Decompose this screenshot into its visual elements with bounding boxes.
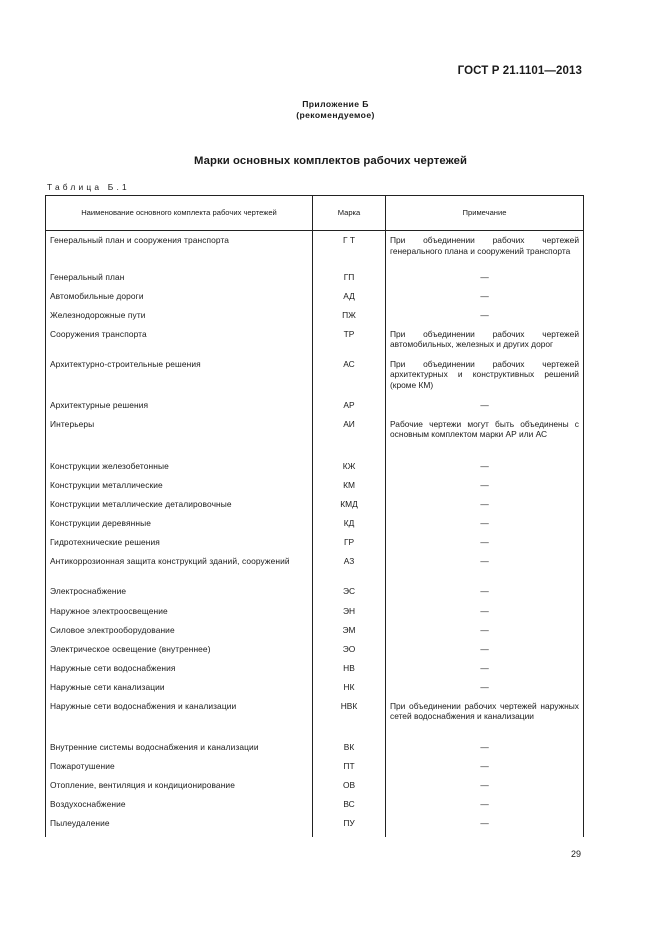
cell-note: — <box>386 799 584 818</box>
marks-table <box>45 195 584 837</box>
cell-note: — <box>386 606 584 625</box>
cell-mark: АИ <box>313 419 386 461</box>
column-header-mark: Марка <box>313 196 386 231</box>
table-row <box>46 419 584 461</box>
cell-name: Электроснабжение <box>46 586 313 606</box>
cell-name: Внутренние системы водоснабжения и канализации <box>46 742 313 761</box>
cell-note: — <box>386 499 584 518</box>
cell-note: При объединении рабочих чертежей наружных сетей водоснабжения и канализации <box>386 701 584 742</box>
cell-name: Интерьеры <box>46 419 313 461</box>
appendix-heading <box>0 99 661 121</box>
cell-name: Силовое электрооборудование <box>46 625 313 644</box>
appendix-title: Приложение Б <box>302 99 369 109</box>
table-row <box>46 518 584 537</box>
table-row <box>46 606 584 625</box>
table-row <box>46 272 584 291</box>
cell-name: Архитектурные решения <box>46 400 313 419</box>
column-header-note: Примечание <box>386 196 584 231</box>
cell-mark: ЭМ <box>313 625 386 644</box>
cell-mark: НВК <box>313 701 386 742</box>
table-row <box>46 291 584 310</box>
table-label: Таблица Б.1 <box>47 182 130 192</box>
cell-name: Антикоррозионная защита конструкций зданий, сооружений <box>46 556 313 586</box>
table-row <box>46 461 584 480</box>
cell-note: — <box>386 400 584 419</box>
cell-mark: ЭО <box>313 644 386 663</box>
page-title: Марки основных комплектов рабочих чертежей <box>193 155 468 167</box>
table-row <box>46 625 584 644</box>
cell-note: — <box>386 272 584 291</box>
table-row <box>46 682 584 701</box>
table-row <box>46 818 584 837</box>
standard-designation: ГОСТ Р 21.1101—2013 <box>457 65 582 77</box>
cell-note: — <box>386 556 584 586</box>
table-row <box>46 644 584 663</box>
cell-note: — <box>386 761 584 780</box>
table-row <box>46 400 584 419</box>
table-row <box>46 537 584 556</box>
cell-name: Конструкции металлические деталировочные <box>46 499 313 518</box>
cell-mark: ПЖ <box>313 310 386 329</box>
cell-name: Наружное электроосвещение <box>46 606 313 625</box>
cell-mark: КД <box>313 518 386 537</box>
cell-note: — <box>386 625 584 644</box>
table-row <box>46 742 584 761</box>
table-row <box>46 556 584 586</box>
cell-note: — <box>386 682 584 701</box>
table-row <box>46 780 584 799</box>
cell-name: Наружные сети канализации <box>46 682 313 701</box>
cell-name: Пылеудаление <box>46 818 313 837</box>
cell-note: — <box>386 518 584 537</box>
table-row <box>46 359 584 400</box>
cell-note: При объединении рабочих чертежей архитектурных и конструктивных решений (кроме КМ) <box>386 359 584 400</box>
cell-name: Конструкции деревянные <box>46 518 313 537</box>
cell-note: — <box>386 480 584 499</box>
cell-note: — <box>386 537 584 556</box>
cell-mark: ЭН <box>313 606 386 625</box>
cell-note: — <box>386 586 584 606</box>
table-row <box>46 663 584 682</box>
cell-mark: КМД <box>313 499 386 518</box>
appendix-status: (рекомендуемое) <box>296 110 375 120</box>
page-number: 29 <box>570 849 581 859</box>
cell-note: — <box>386 644 584 663</box>
column-header-name: Наименование основного комплекта рабочих чертежей <box>46 196 313 231</box>
cell-name: Наружные сети водоснабжения и канализации <box>46 701 313 742</box>
table-row <box>46 799 584 818</box>
table-row <box>46 231 584 272</box>
cell-mark: АР <box>313 400 386 419</box>
cell-name: Отопление, вентиляция и кондиционирование <box>46 780 313 799</box>
cell-note: — <box>386 663 584 682</box>
cell-note: При объединении рабочих чертежей автомобильных, железных и других дорог <box>386 329 584 359</box>
cell-name: Генеральный план <box>46 272 313 291</box>
cell-name: Наружные сети водоснабжения <box>46 663 313 682</box>
table-row <box>46 586 584 606</box>
cell-name: Конструкции железобетонные <box>46 461 313 480</box>
cell-note: — <box>386 310 584 329</box>
cell-mark: ГР <box>313 537 386 556</box>
cell-name: Гидротехнические решения <box>46 537 313 556</box>
cell-mark: ПТ <box>313 761 386 780</box>
cell-name: Электрическое освещение (внутреннее) <box>46 644 313 663</box>
cell-name: Автомобильные дороги <box>46 291 313 310</box>
cell-mark: ПУ <box>313 818 386 837</box>
cell-name: Пожаротушение <box>46 761 313 780</box>
cell-note: — <box>386 818 584 837</box>
cell-name: Железнодорожные пути <box>46 310 313 329</box>
table-row <box>46 480 584 499</box>
table-row <box>46 761 584 780</box>
cell-mark: КМ <box>313 480 386 499</box>
cell-note: При объединении рабочих чертежей генерального плана и сооружений транспорта <box>386 231 584 272</box>
cell-mark: ГП <box>313 272 386 291</box>
cell-mark: НВ <box>313 663 386 682</box>
cell-note: — <box>386 291 584 310</box>
cell-name: Генеральный план и сооружения транспорта <box>46 231 313 272</box>
cell-name: Воздухоснабжение <box>46 799 313 818</box>
cell-name: Архитектурно-строительные решения <box>46 359 313 400</box>
table-row <box>46 499 584 518</box>
cell-mark: НК <box>313 682 386 701</box>
cell-mark: ТР <box>313 329 386 359</box>
cell-note: Рабочие чертежи могут быть объединены с основным комплектом марки АР или АС <box>386 419 584 461</box>
cell-mark: АЗ <box>313 556 386 586</box>
cell-mark: АД <box>313 291 386 310</box>
cell-note: — <box>386 780 584 799</box>
cell-mark: КЖ <box>313 461 386 480</box>
table-header-row <box>46 196 584 231</box>
table-row <box>46 329 584 359</box>
cell-mark: ВК <box>313 742 386 761</box>
cell-note: — <box>386 461 584 480</box>
table-body <box>46 231 584 837</box>
table-row <box>46 310 584 329</box>
cell-name: Сооружения транспорта <box>46 329 313 359</box>
cell-mark: ЭС <box>313 586 386 606</box>
cell-mark: АС <box>313 359 386 400</box>
cell-mark: ВС <box>313 799 386 818</box>
table-row <box>46 701 584 742</box>
cell-mark: ОВ <box>313 780 386 799</box>
cell-mark: Г Т <box>313 231 386 272</box>
cell-name: Конструкции металлические <box>46 480 313 499</box>
cell-note: — <box>386 742 584 761</box>
